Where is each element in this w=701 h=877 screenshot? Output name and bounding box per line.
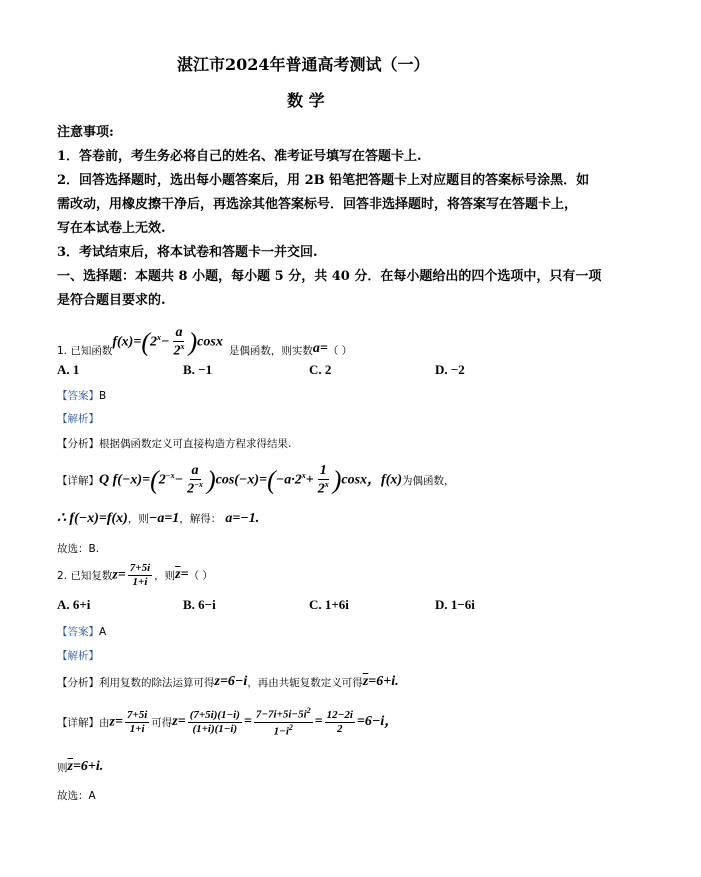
- q1-fenxi: 【分析】根据偶函数定义可直接构造方程求得结果.: [57, 438, 292, 450]
- q2-option-d: D. 1−6i: [435, 597, 475, 612]
- note-item: 3．考试结束后，将本试卷和答题卡一并交回.: [57, 245, 318, 260]
- q2-option-c: C. 1+6i: [309, 597, 349, 612]
- q1-option-d: D. −2: [435, 362, 465, 377]
- q1-statement: 1. 已知函数 $f(x)=(2^x-$ $\frac{a}{2^x}$ )cosx 是偶函数，则实数 a= （ ）: [57, 324, 353, 359]
- note-item: 1．答卷前，考生务必将自己的姓名、准考证号填写在答题卡上.: [57, 149, 422, 164]
- notes-heading: 注意事项:: [57, 125, 114, 140]
- note-item: 需改动，用橡皮擦干净后，再选涂其他答案标号．回答非选择题时，将答案写在答题卡上，: [57, 197, 578, 212]
- q2-detail-line2: 则 $\overline{z}=6+i$.: [57, 759, 104, 774]
- note-item: 2．回答选择题时，选出每小题答案后，用 2B 铅笔把答题卡上对应题目的答案标号涂黑．如: [57, 173, 590, 188]
- q1-conclusion: 故选：B.: [57, 543, 100, 555]
- q2-analysis-tag: 【解析】: [57, 650, 99, 662]
- section-heading: 一、选择题：本题共 8 小题，每小题 5 分，共 40 分．在每小题给出的四个选项中，只有一项: [57, 269, 602, 284]
- q1-blank: （ ）: [327, 344, 353, 357]
- q2-option-a: A. 6+i: [57, 597, 91, 612]
- q2-fenxi: 【分析】利用复数的除法运算可得 z=6−i ，再由共轭复数定义可得 $\overline{z}=6+i$.: [57, 674, 399, 689]
- q1-suffix: 是偶函数，则实数: [228, 344, 313, 357]
- q2-detail-line1: 【详解】由 z= $\frac{7+5i}{1+i}$ 可得 z= $\frac{(7+5i)(1-i)}{(1+i)(1-i)}$ = $\frac{7-7i+5i-5i^2}{1-i^2}$ = $\frac{12-2i}{2}$ =6−i，: [57, 706, 399, 738]
- q2-detail-formula: z= $\frac{(7+5i)(1-i)}{(1+i)(1-i)}$ = $\frac{7-7i+5i-5i^2}{1-i^2}$ = $\frac{12-2i}{2}$ =6−i，: [172, 706, 399, 738]
- q1-prefix: 1. 已知函数: [57, 344, 113, 357]
- q1-detail-line1: 【详解】 Q $f(-x)=(2^{-x}-$ $\frac{a}{2^{-x}}$ )$\cos(-x)=(-a\cdot 2^x+$ $\frac{1}{2^x}$ )cosx，f(x) 为偶函数，: [57, 462, 455, 497]
- note-item: 写在本试卷上无效.: [57, 221, 166, 236]
- q2-option-b: B. 6−i: [183, 597, 216, 612]
- q2-statement: 2. 已知复数 z= $\frac{7+5i}{1+i}$ ，则 $\overline{z}$ = （ ）: [57, 561, 213, 588]
- q1-function-formula: $f(x)=(2^x-$ $\frac{a}{2^x}$ )cosx: [112, 324, 223, 359]
- q1-detail-formula: Q $f(-x)=(2^{-x}-$ $\frac{a}{2^{-x}}$ )$\cos(-x)=(-a\cdot 2^x+$ $\frac{1}{2^x}$ )cosx，f(x): [99, 462, 403, 497]
- q1-analysis-tag: 【解析】: [57, 413, 99, 425]
- q1-option-a: A. 1: [57, 362, 80, 377]
- q1-option-b: B. −1: [183, 362, 213, 377]
- q1-option-c: C. 2: [309, 362, 332, 377]
- section-heading-cont: 是符合题目要求的.: [57, 293, 166, 308]
- q2-conclusion: 故选：A: [57, 790, 96, 802]
- q1-answer: 【答案】B: [57, 390, 107, 402]
- q1-detail-line2: ∴ f(−x)=f(x) ，则 −a=1 ，解得： a=−1.: [57, 510, 260, 526]
- subject-title: 数 学: [287, 91, 325, 110]
- exam-title: 湛江市2024年普通高考测试（一）: [177, 55, 430, 74]
- q2-answer: 【答案】A: [57, 626, 107, 638]
